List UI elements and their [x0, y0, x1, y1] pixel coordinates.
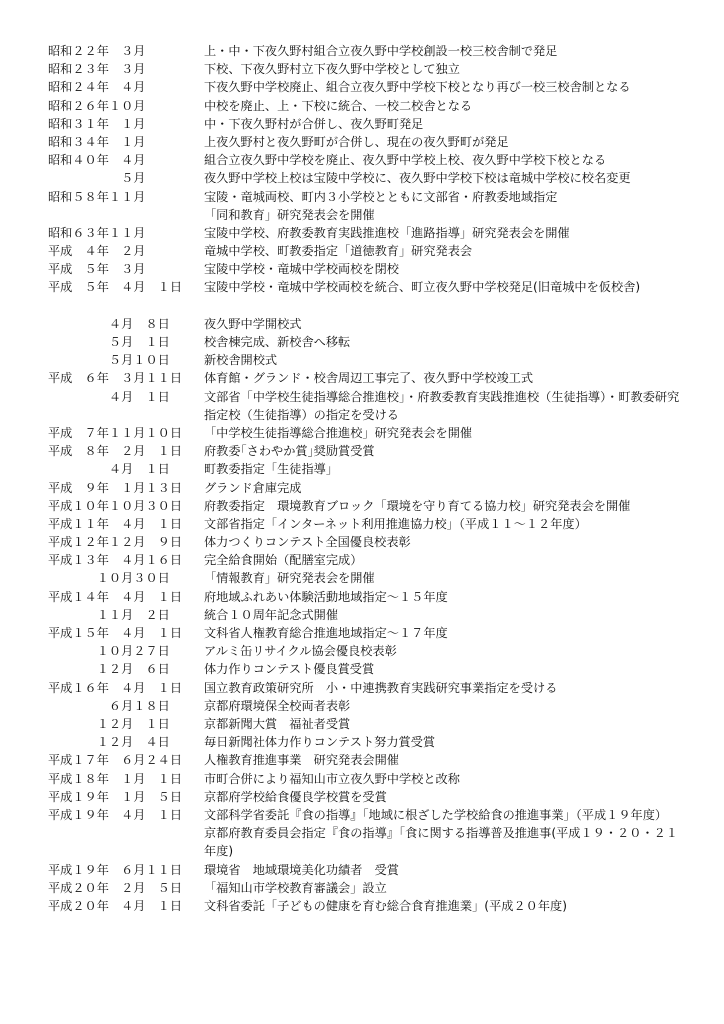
entry-date: 昭和２４年 ４月 — [48, 80, 146, 95]
history-entry — [0, 660, 724, 678]
entry-description: 京都府学校給食優良学校賞を受賞 — [204, 789, 387, 804]
entry-date: 平成２０年 ２月 ５日 — [48, 880, 183, 895]
history-entry — [0, 569, 724, 587]
entry-description: 上夜久野村と夜久野町が合併し、現在の夜久野町が発足 — [204, 134, 509, 149]
history-entry — [0, 679, 724, 697]
entry-date: 昭和３４年 １月 — [48, 134, 146, 149]
entry-description: 校舎棟完成、新校舎へ移転 — [204, 335, 351, 350]
entry-description: 「情報教育」研究発表会を開催 — [204, 571, 375, 586]
history-document — [0, 42, 724, 915]
entry-description: 体育館・グランド・校舎周辺工事完了、夜久野中学校竣工式 — [204, 371, 534, 386]
entry-date: 平成 ６年 ３月１１日 — [48, 371, 183, 386]
entry-date: 昭和２３年 ３月 — [48, 62, 146, 77]
entry-description: 宝陵中学校、府教委教育実践推進校「進路指導」研究発表会を開催 — [204, 225, 570, 240]
entry-date: ５月１０日 — [48, 353, 170, 368]
entry-description: 完全給食開始（配膳室完成） — [204, 553, 363, 568]
entry-date: 平成１２年１２月 ９日 — [48, 535, 183, 550]
history-entry — [0, 60, 724, 78]
entry-date: 平成 ４年 ２月 — [48, 244, 146, 259]
history-entry — [0, 788, 724, 806]
history-entry — [0, 242, 724, 260]
history-entry — [0, 697, 724, 715]
history-entry — [0, 206, 724, 224]
history-entry — [0, 97, 724, 115]
entry-description: 下校、下夜久野村立下夜久野中学校として独立 — [204, 62, 460, 77]
history-entry — [0, 351, 724, 369]
entry-date: ４月 ８日 — [48, 316, 170, 331]
history-entry — [0, 315, 724, 333]
entry-description: 「同和教育」研究発表会を開催 — [204, 207, 375, 222]
entry-description: 組合立夜久野中学校を廃止、夜久野中学校上校、夜久野中学校下校となる — [204, 153, 607, 168]
entry-date: ５月 — [48, 171, 146, 186]
entry-description: 体力つくりコンテスト全国優良校表彰 — [204, 535, 411, 550]
history-entry — [0, 188, 724, 206]
history-entry — [0, 770, 724, 788]
entry-date: 平成１０年１０月３０日 — [48, 498, 183, 513]
entry-date: 平成 ８年 ２月 １日 — [48, 444, 183, 459]
entry-description: 体力作りコンテスト優良賞受賞 — [204, 662, 375, 677]
entry-description: 京都新聞大賞 福祉者受賞 — [204, 716, 351, 731]
entry-date: 平成 ７年１１月１０日 — [48, 425, 183, 440]
entry-description: 宝陵中学校・竜城中学校両校を閉校 — [204, 262, 399, 277]
history-entry — [0, 479, 724, 497]
history-entry — [0, 42, 724, 60]
history-entry — [0, 606, 724, 624]
entry-description: 上・中・下夜久野村組合立夜久野中学校創設一校三校舎制で発足 — [204, 44, 558, 58]
history-entry — [0, 515, 724, 533]
entry-description: 中・下夜久野村が合併し、夜久野町発足 — [204, 116, 424, 131]
history-entry — [0, 733, 724, 751]
history-entry — [0, 333, 724, 351]
entry-date: 平成１１年 ４月 １日 — [48, 516, 183, 531]
entry-description: 毎日新聞社体力作りコンテスト努力賞受賞 — [204, 735, 436, 750]
entry-description: 府教委指定 環境教育ブロック「環境を守り育てる協力校」研究発表会を開催 — [204, 498, 631, 513]
history-entry — [0, 133, 724, 151]
entry-description: 文部省「中学校生徒指導総合推進校」・府教委教育実践推進校（生徒指導）・町教委研究指定校（生徒指導）の指定を受ける — [204, 389, 680, 422]
history-entry — [0, 879, 724, 897]
entry-date: 平成１９年 ４月 １日 — [48, 807, 183, 822]
history-entry — [0, 115, 724, 133]
history-entry — [0, 533, 724, 551]
entry-date: 平成１５年 ４月 １日 — [48, 626, 183, 641]
entry-date: ４月 １日 — [48, 389, 170, 404]
entry-date: ４月 １日 — [48, 462, 170, 477]
entry-description: 環境省 地域環境美化功績者 受賞 — [204, 862, 399, 877]
entry-description: 京都府環境保全校両者表彰 — [204, 698, 351, 713]
history-entry — [0, 861, 724, 879]
entry-description: 夜久野中学開校式 — [204, 316, 302, 331]
history-entry — [0, 806, 724, 861]
entry-description: 下夜久野中学校廃止、組合立夜久野中学校下校となり再び一校三校舎制となる — [204, 80, 631, 95]
entry-date: 昭和２６年１０月 — [48, 98, 146, 113]
entry-description: 文部科学省委託『食の指導』「地域に根ざした学校給食の推進事業」（平成１９年度） 京都府教育委員会指定『食の指導』「食に関する指導普及推進事(平成１９・２０・２１年度) — [204, 807, 678, 859]
entry-date: ５月 １日 — [48, 335, 170, 350]
entry-date: 平成 ５年 ４月 １日 — [48, 280, 183, 295]
history-entry — [0, 897, 724, 915]
history-entry — [0, 460, 724, 478]
history-entry — [0, 78, 724, 96]
entry-date: 平成２０年 ４月 １日 — [48, 898, 183, 913]
entry-description: 「中学校生徒指導総合推進校」研究発表会を開催 — [204, 425, 473, 440]
entry-date: １２月 ６日 — [48, 662, 170, 677]
entry-description: 国立教育政策研究所 小・中連携教育実践研究事業指定を受ける — [204, 680, 558, 695]
entry-description: グランド倉庫完成 — [204, 480, 302, 495]
history-entry — [0, 642, 724, 660]
entry-description: 文科省人権教育総合推進地域指定～１７年度 — [204, 626, 448, 641]
history-entry — [0, 624, 724, 642]
history-entry — [0, 551, 724, 569]
entry-date: 昭和４０年 ４月 — [48, 153, 146, 168]
entry-date: 平成１６年 ４月 １日 — [48, 680, 183, 695]
history-entry — [0, 260, 724, 278]
entry-description: 統合１０周年記念式開催 — [204, 607, 339, 622]
history-entry — [0, 497, 724, 515]
entry-date: ６月１８日 — [48, 698, 170, 713]
entry-description: 人権教育推進事業 研究発表会開催 — [204, 753, 399, 768]
entry-date: 平成１４年 ４月 １日 — [48, 589, 183, 604]
entry-description: 文科省委託「子どもの健康を育む総合食育推進業」(平成２０年度) — [204, 898, 567, 913]
history-entry — [0, 751, 724, 769]
entry-date: １１月 ２日 — [48, 607, 170, 622]
entry-date: 平成１８年 １月 １日 — [48, 771, 183, 786]
entry-date: 昭和２２年 ３月 — [48, 44, 146, 58]
history-entry — [0, 278, 724, 314]
history-entry — [0, 442, 724, 460]
history-entry — [0, 151, 724, 169]
entry-description: 府地域ふれあい体験活動地域指定～１５年度 — [204, 589, 448, 604]
history-entry — [0, 224, 724, 242]
entry-description: 中校を廃止、上・下校に統合、一校二校舎となる — [204, 98, 473, 113]
entry-date: 平成 ５年 ３月 — [48, 262, 146, 277]
history-entry — [0, 169, 724, 187]
entry-description: 新校舎開校式 — [204, 353, 278, 368]
entry-description: アルミ缶リサイクル協会優良校表彰 — [204, 644, 397, 659]
entry-description: 夜久野中学校上校は宝陵中学校に、夜久野中学校下校は竜城中学校に校名変更 — [204, 171, 631, 186]
history-entry — [0, 388, 724, 424]
entry-description: 文部省指定「インターネット利用推進協力校」（平成１１～１２年度） — [204, 516, 587, 531]
entry-description: 竜城中学校、町教委指定「道徳教育」研究発表会 — [204, 244, 473, 259]
entry-date: １２月 ４日 — [48, 735, 170, 750]
entry-date: 平成 ９年 １月１３日 — [48, 480, 183, 495]
entry-description: 町教委指定「生徒指導」 — [204, 462, 339, 477]
entry-date: 平成１７年 ６月２４日 — [48, 753, 183, 768]
history-entry — [0, 588, 724, 606]
entry-description: 府教委｢さわやか賞｣奨励賞受賞 — [204, 444, 375, 459]
entry-date: 昭和３１年 １月 — [48, 116, 146, 131]
entry-date: 平成１３年 ４月１６日 — [48, 553, 183, 568]
entry-description: 市町合併により福知山市立夜久野中学校と改称 — [204, 771, 460, 786]
entry-date: 昭和６３年１１月 — [48, 225, 146, 240]
entry-description: 宝陵中学校・竜城中学校両校を統合、町立夜久野中学校発足(旧竜城中を仮校舎) — [204, 280, 641, 295]
history-entry — [0, 369, 724, 387]
entry-date: 平成１９年 ６月１１日 — [48, 862, 183, 877]
entry-date: 平成１９年 １月 ５日 — [48, 789, 183, 804]
history-entry — [0, 715, 724, 733]
entry-date: 昭和５８年１１月 — [48, 189, 146, 204]
entry-description: 宝陵・竜城両校、町内３小学校とともに文部省・府教委地域指定 — [204, 189, 558, 204]
entry-date: １２月 １日 — [48, 716, 170, 731]
entry-description: 「福知山市学校教育審議会」設立 — [204, 880, 387, 895]
entry-date: １０月２７日 — [48, 644, 170, 659]
history-entry — [0, 424, 724, 442]
entry-date: １０月３０日 — [48, 571, 170, 586]
